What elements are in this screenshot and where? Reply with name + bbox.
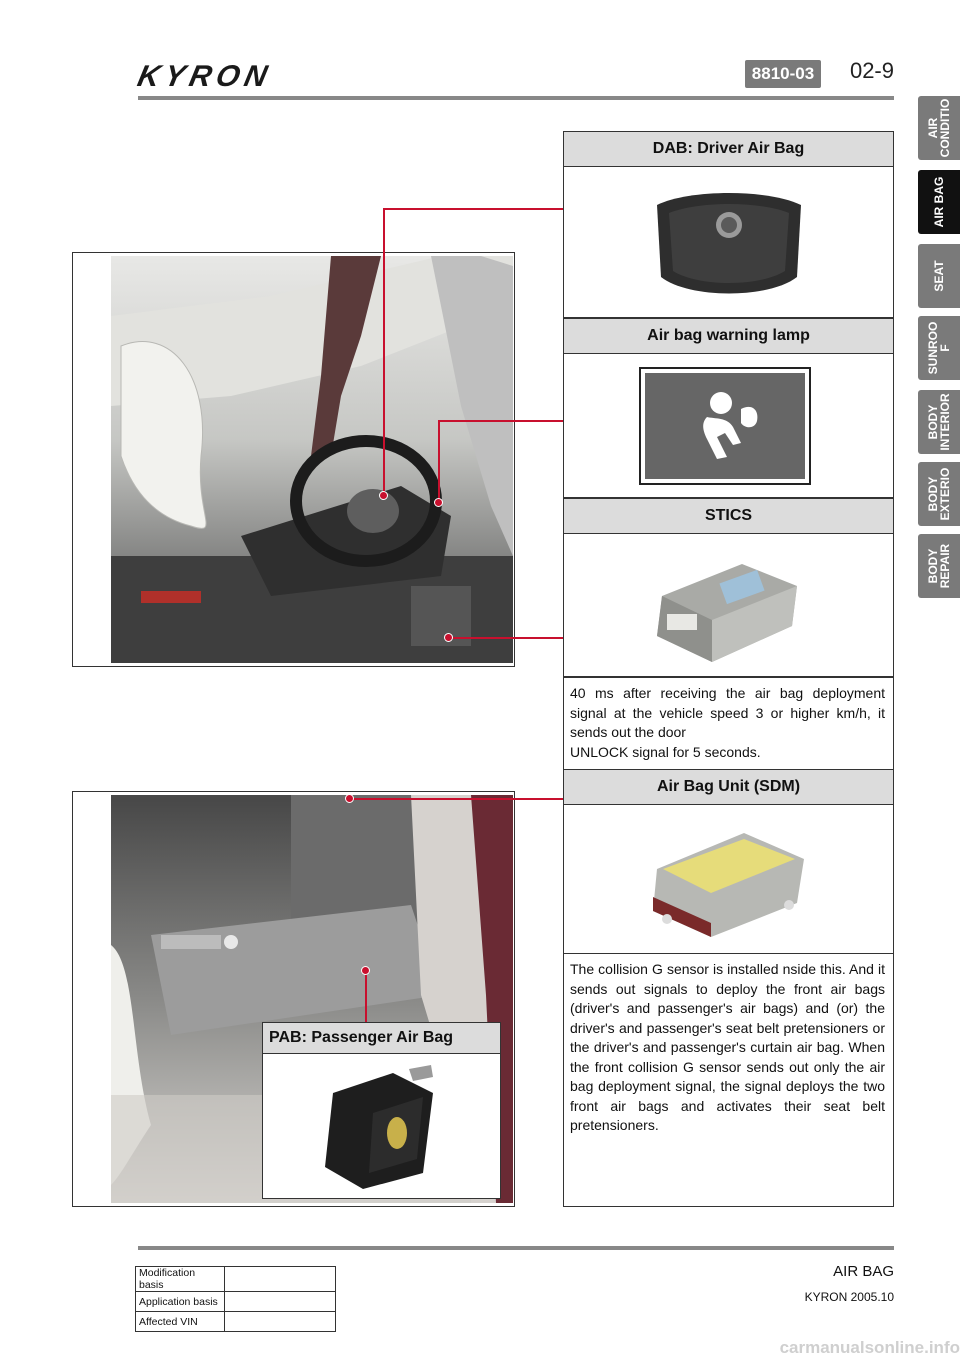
stics-title: STICS	[564, 498, 893, 534]
footer-rule	[138, 1246, 894, 1250]
sdm-image-cell	[564, 805, 893, 954]
leader-dot	[345, 794, 354, 803]
tab-label: AIR BAG	[932, 176, 946, 228]
stics-module-image	[652, 546, 802, 664]
table-row	[136, 1312, 336, 1332]
component-panel-lower	[563, 769, 894, 1207]
revision-label: Application basis	[136, 1292, 225, 1312]
warning-lamp-frame	[639, 367, 811, 485]
sdm-description: The collision G sensor is installed nside this. And it sends out signals to deploy the front air bags (driver's and passenger's air bags) and (or) the driver's and passenger's seat belt pretensioners or the driver's and passenger's curtain air bag. When the front collision G sensor sends out only the air bag deployment signal, the signal deploys the two front air bags and activates their seat belt pretensioners.	[570, 961, 885, 1133]
tab-air-conditioning[interactable]	[918, 96, 960, 160]
tab-body-repair[interactable]	[918, 534, 960, 598]
leader-dot	[379, 491, 388, 500]
leader-dot	[444, 633, 453, 642]
tab-label: SEAT	[932, 260, 946, 292]
revision-label: Modification basis	[136, 1267, 225, 1292]
airbag-warning-icon	[645, 373, 805, 479]
leader-line	[448, 637, 563, 639]
tab-seat[interactable]	[918, 244, 960, 308]
stics-text-1: 40 ms after receiving the air bag deployment signal at the vehicle speed 3 or higher km/h, it sends out the door	[570, 685, 885, 740]
lamp-image-cell	[564, 354, 893, 498]
tab-air-bag[interactable]	[918, 170, 960, 234]
leader-line	[438, 420, 563, 422]
cabin-interior-illustration	[111, 256, 513, 663]
pab-title: PAB: Passenger Air Bag	[263, 1023, 500, 1054]
revision-value	[225, 1312, 336, 1332]
leader-line	[383, 208, 563, 210]
stics-image-cell	[564, 534, 893, 677]
leader-line	[365, 970, 367, 1022]
tab-label: BODY REPAIR	[926, 543, 952, 589]
revision-label: Affected VIN	[136, 1312, 225, 1332]
stics-text-2: UNLOCK signal for 5 seconds.	[570, 743, 761, 760]
leader-dot	[361, 966, 370, 975]
dab-title: DAB: Driver Air Bag	[564, 132, 893, 167]
table-row	[136, 1267, 336, 1292]
watermark: carmanualsonline.info	[779, 1338, 960, 1357]
stics-description	[564, 677, 893, 770]
tab-label: SUNROO F	[926, 321, 952, 375]
leader-line	[350, 798, 563, 800]
section-code-badge: 8810-03	[745, 60, 821, 88]
pab-inset	[262, 1022, 501, 1199]
passenger-airbag-image	[313, 1063, 443, 1191]
sdm-title: Air Bag Unit (SDM)	[564, 770, 893, 805]
driver-airbag-image	[649, 187, 809, 299]
header-rule	[138, 96, 894, 100]
page-number: 02-9	[849, 58, 894, 83]
sdm-unit-image	[649, 819, 809, 939]
tab-label: BODY EXTERIO	[926, 467, 952, 521]
footer-section-title: AIR BAG	[833, 1263, 894, 1280]
component-panel-upper	[563, 131, 894, 771]
dab-image-cell	[564, 167, 893, 318]
leader-dot	[434, 498, 443, 507]
revision-table	[135, 1266, 336, 1332]
tab-sunroof[interactable]	[918, 316, 960, 380]
tab-body-exterior[interactable]	[918, 462, 960, 526]
lamp-title: Air bag warning lamp	[564, 318, 893, 354]
leader-line	[438, 420, 440, 500]
leader-line	[383, 208, 385, 494]
tab-label: BODY INTERIOR	[926, 393, 952, 451]
footer-model-date: KYRON 2005.10	[804, 1290, 894, 1304]
kyron-logo: KYRON	[134, 60, 275, 93]
tab-label: AIR CONDITIO	[926, 98, 952, 158]
revision-value	[225, 1267, 336, 1292]
cabin-photo-frame	[72, 252, 515, 667]
tab-body-interior[interactable]	[918, 390, 960, 454]
revision-value	[225, 1292, 336, 1312]
table-row	[136, 1292, 336, 1312]
